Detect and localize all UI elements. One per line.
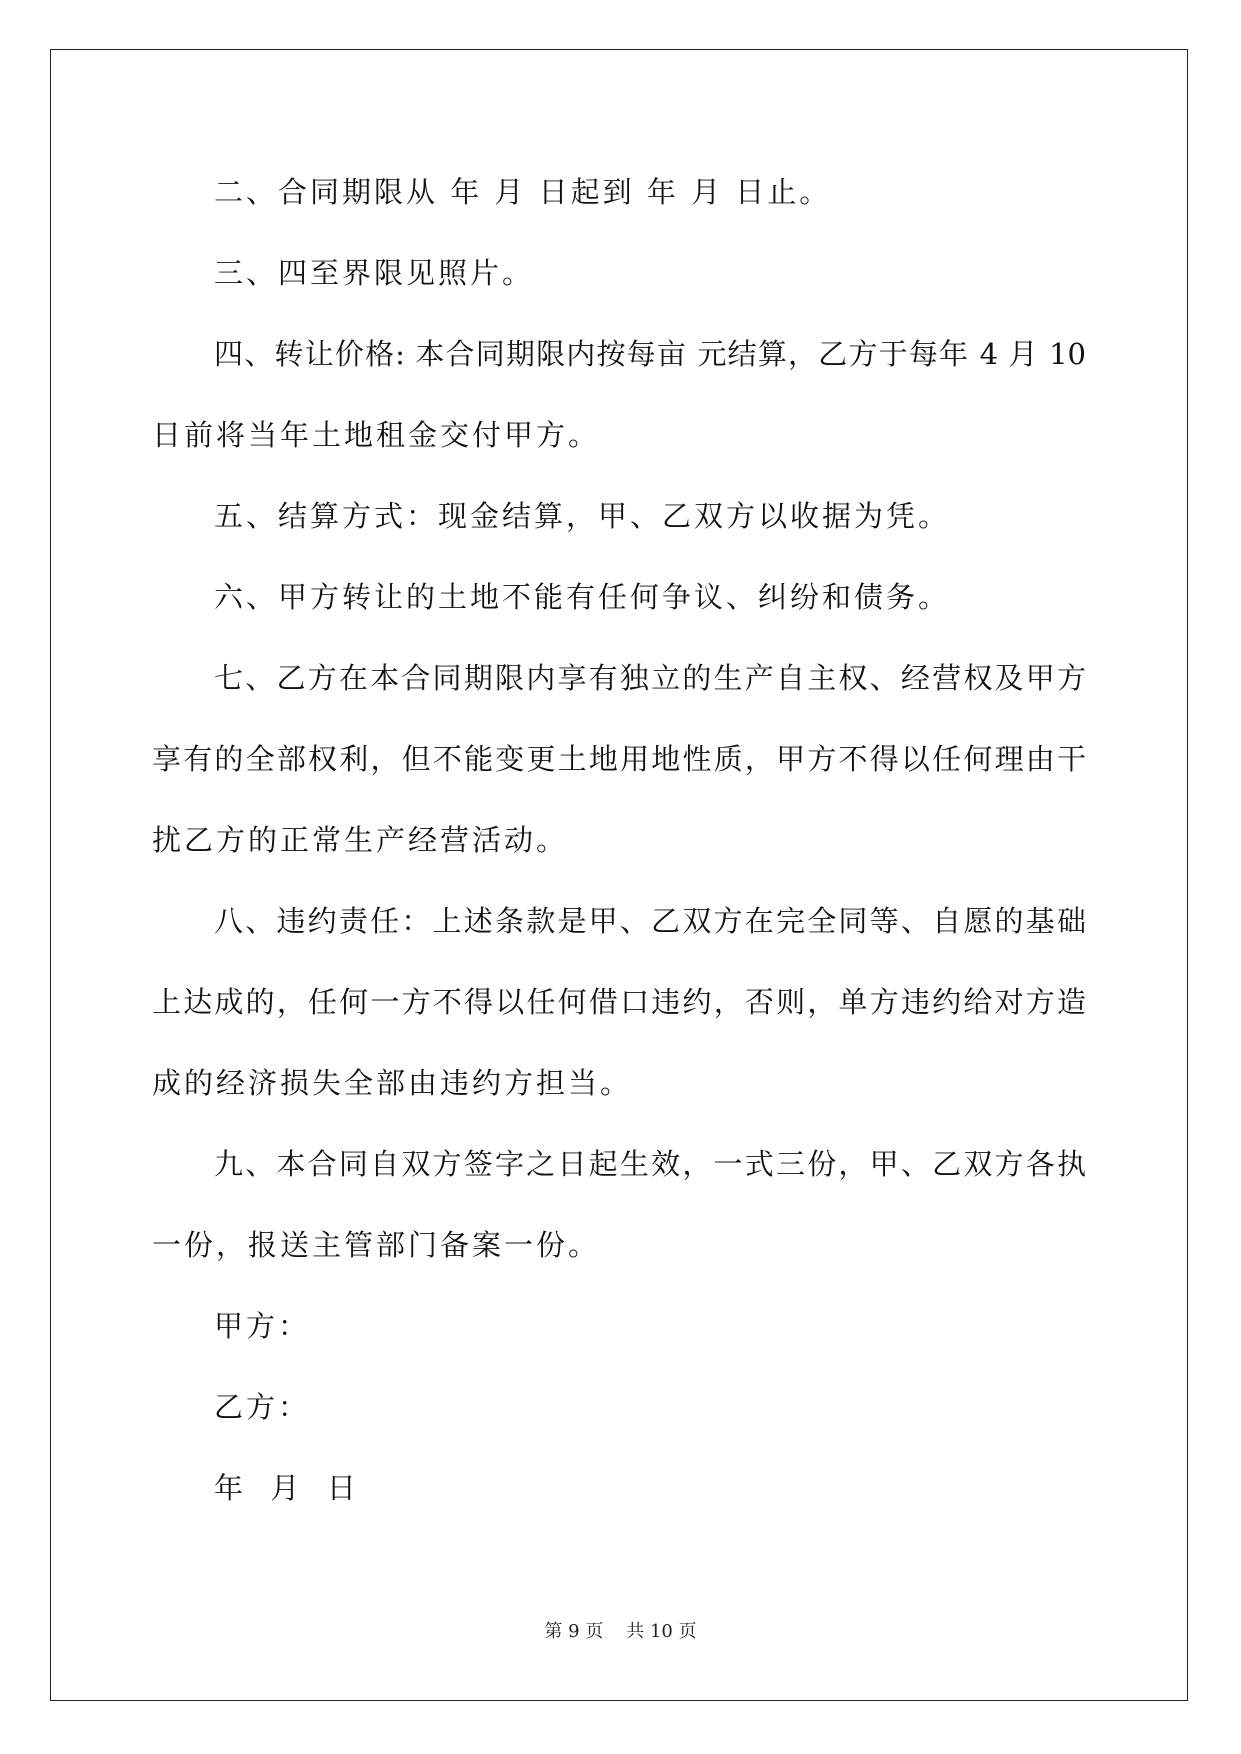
- clause-9-effect-line2: 一份，报送主管部门备案一份。: [152, 1228, 601, 1262]
- signing-date: 年 月 日: [214, 1471, 359, 1505]
- clause-8-breach-line3: 成的经济损失全部由违约方担当。: [152, 1066, 633, 1100]
- clause-7-rights-line1: 七、乙方在本合同期限内享有独立的生产自主权、经营权及甲方: [214, 661, 1086, 695]
- page-total: 共 10 页: [626, 1621, 697, 1642]
- clause-7-rights-line3: 扰乙方的正常生产经营活动。: [152, 823, 569, 857]
- clause-5-settlement: 五、结算方式：现金结算，甲、乙双方以收据为凭。: [214, 499, 951, 533]
- clause-4-price-line2: 日前将当年土地租金交付甲方。: [152, 418, 601, 452]
- clause-3-boundaries: 三、四至界限见照片。: [214, 256, 535, 290]
- clause-9-effect-line1: 九、本合同自双方签字之日起生效，一式三份，甲、乙双方各执: [214, 1147, 1086, 1181]
- page-footer: [0, 1620, 1241, 1644]
- clause-6-disputes: 六、甲方转让的土地不能有任何争议、纠纷和债务。: [214, 580, 951, 614]
- clause-4-price-line1: 四、转让价格: 本合同期限内按每亩 元结算，乙方于每年 4 月 10: [214, 337, 1086, 371]
- clause-2-term: 二、合同期限从 年 月 日起到 年 月 日止。: [214, 175, 832, 209]
- clause-8-breach-line1: 八、违约责任：上述条款是甲、乙双方在完全同等、自愿的基础: [214, 904, 1086, 938]
- clause-7-rights-line2: 享有的全部权利，但不能变更土地用地性质，甲方不得以任何理由干: [152, 742, 1086, 776]
- party-b-signature: 乙方：: [214, 1390, 311, 1424]
- party-a-signature: 甲方：: [214, 1309, 311, 1343]
- page-current: 第 9 页: [544, 1621, 604, 1642]
- page-border: [50, 49, 1188, 1701]
- clause-8-breach-line2: 上达成的，任何一方不得以任何借口违约，否则，单方违约给对方造: [152, 985, 1086, 1019]
